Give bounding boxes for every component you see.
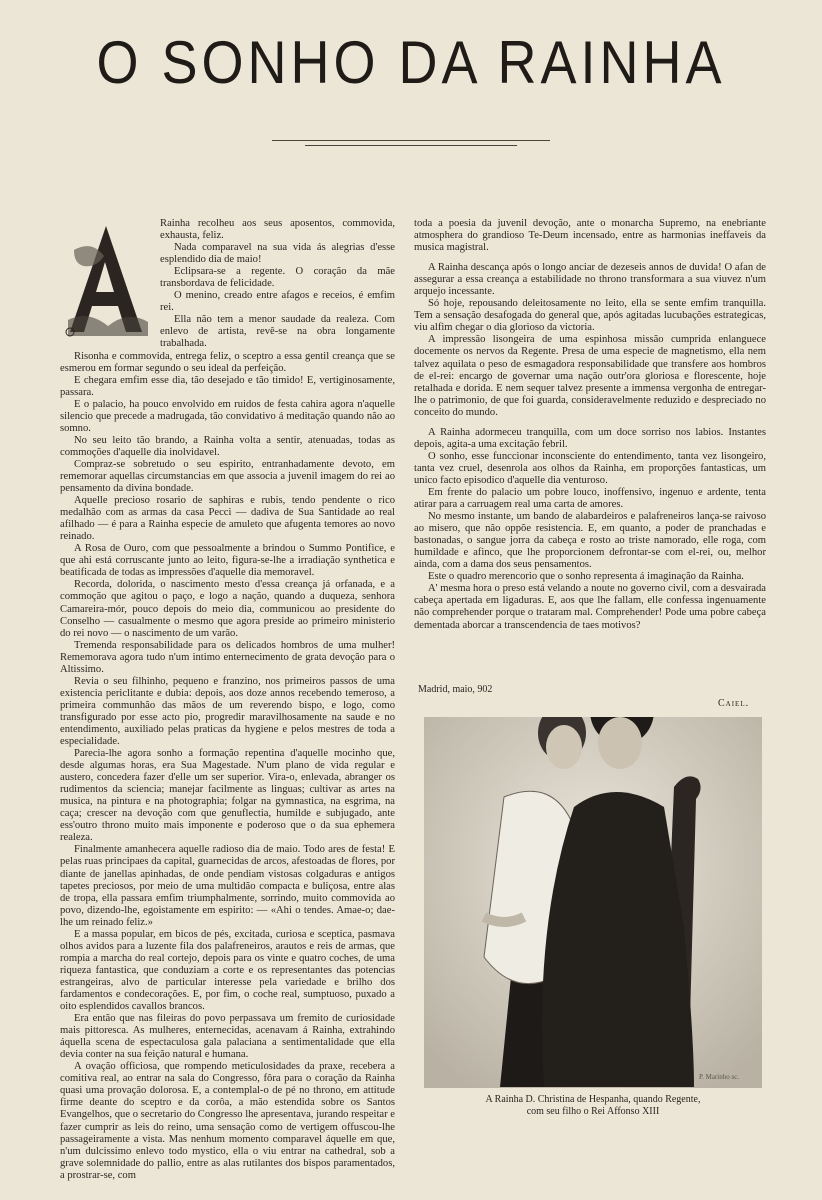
paragraph: No seu leito tão brando, a Rainha volta a sentir, atenuadas, todas as commoções d'aquelle dia inolvidavel.	[60, 434, 395, 458]
paragraph: A' mesma hora o preso está velando a noute no governo civil, com a desvairada cabeça apertada em ligaduras. E, aos que lhe fallam, elle confessa ingenuamente não comprehender porque o trataram mal. Comprehender! Pode uma pobre cabeça dementada aborcar a transcendencia de taes motivos?	[414, 583, 766, 631]
photo-credit: P. Marinho sc.	[699, 1073, 740, 1081]
portrait-photo	[424, 717, 762, 1088]
title-rule-top	[272, 140, 550, 141]
paragraph: Só hoje, repousando deleitosamente no leito, ella se sente emfim tranquilla. Tem a sensação desafogada do general que, após agitadas lucubações estrategicas, viu alfim chegar o dia glorioso da victoria.	[414, 298, 766, 334]
article-title: O SONHO DA RAINHA	[96, 29, 726, 97]
caption-line: A Rainha D. Christina de Hespanha, quando Regente,	[485, 1094, 701, 1105]
paragraph: Compraz-se sobretudo o seu espirito, entranhadamente devoto, em rememorar aquellas circumstancias em que associa a juvenil imagem do rei ao pensamento da divina bondade.	[60, 458, 395, 495]
paragraph: toda a poesia da juvenil devoção, ante o monarcha Supremo, na enebriante atmosphera do grandioso Te-Deum incensado, entre as harmonias ineffaveis da musica magistral.	[414, 218, 766, 254]
paragraph: O sonho, esse funccionar inconsciente do entendimento, tanta vez lisongeiro, tanta vez cruel, desenrola aos olhos da Rainha, em proporções fantasticas, um unico facto episodico d'aquelle dia venturoso.	[414, 450, 766, 486]
paragraph: Risonha e commovida, entrega feliz, o sceptro a essa gentil creança que se esmerou em formar segundo o seu ideal da perfeição.	[60, 350, 395, 374]
paragraph: E a massa popular, em bicos de pés, excitada, curiosa e sceptica, pasmava olhos avidos para a luzente fila dos palafreneiros, arautos e reis de armas, que rompia a marcha do real cortejo, depois para os vinte e quatro coches, de uma riqueza fantastica, que conduziam a corte e os representantes das potencias estrangeiras, alvo de particular interesse pela variedade e brilho dos fardamentos e condecorações. E, por fim, o coche real, sumptuoso, puxado a oito esplendidos cavallos brancos.	[60, 928, 395, 1013]
paragraph: Finalmente amanhecera aquelle radioso dia de maio. Todo ares de festa! E pelas ruas principaes da capital, guarnecidas de arcos, afestoadas de flores, por diante de janellas apinhadas, de onde pendiam vistosas colgaduras e antigos tapetes preciosos, por meio de uma multidão compacta e buliçosa, entre alas de tropa, ella passara emfim triumphalmente, sorrindo, muito commovida ao povo, dizendo-lhe, egoistamente em espirito: — «Ahi o tendes. Amae-o; dae-lhe um reinado feliz.»	[60, 844, 395, 928]
paragraph: Nada comparavel na sua vida ás alegrias d'esse esplendido dia de maio!	[160, 242, 395, 266]
portrait-engraving	[424, 717, 762, 1088]
paragraph: Rainha recolheu aos seus aposentos, commovida, exhausta, feliz.	[160, 218, 395, 242]
paragraph: O menino, creado entre afagos e receios, é emfim rei.	[160, 290, 395, 314]
paragraph: Em frente do palacio um pobre louco, inoffensivo, ingenuo e ardente, tenta atirar para a carruagem real uma carta de amores.	[414, 486, 766, 511]
paragraph: A Rainha adormeceu tranquilla, com um doce sorriso nos labios. Instantes depois, agita-a uma excitação febril.	[414, 426, 766, 450]
signature-author: Caiel.	[718, 698, 750, 709]
paragraph: Tremenda responsabilidade para os delicados hombros de uma mulher! Rememorava agora tudo n'um intimo enternecimento de grata devoção para o Altissimo.	[60, 639, 395, 675]
left-column	[60, 218, 395, 1182]
photo-caption	[424, 1094, 762, 1118]
paragraph: Este o quadro merencorio que o sonho representa á imaginação da Rainha.	[428, 571, 744, 583]
paragraph: Eclipsara-se a regente. O coração da mãe transbordava de felicidade.	[160, 266, 395, 290]
paragraph: Ella não tem a menor saudade da realeza. Com enlevo de artista, revê-se na obra longamente trabalhada.	[160, 314, 395, 350]
right-column	[414, 218, 766, 632]
paragraph: A Rainha descança após o longo anciar de dezeseis annos de duvida! O afan de assegurar a essa creança a estabilidade no throno transformara a sua viuvez n'um arquejo incessante.	[414, 262, 766, 298]
paragraph: A impressão lisongeira de uma espinhosa missão cumprida enlanguece docemente os nervos da Regente. Presa de uma especie de magnetismo, ella nem talvez aquilata o peso de esmagadora responsabilidade que transfere aos hombros de el-rei: encargo de governar uma nação outr'ora gloriosa e florescente, hoje retalhada e dorida. E nem sequer talvez presente a immensa vergonha de entregar-lhe o patrimonio, de que foi guarda, consideravelmente reduzido e despreciado no conceito do mundo.	[414, 334, 766, 418]
paragraph: E o palacio, ha pouco envolvido em ruidos de festa cahira agora n'aquelle silencio que precede a madrugada, tão convidativo á meditação quando não ao somno.	[60, 398, 395, 434]
paragraph: Era então que nas fileiras do povo perpassava um fremito de curiosidade mais pittoresca. As mulheres, enternecidas, acenavam á Rainha, extrahindo áquella scena de espectaculosa gala palaciana a sentimentalidade que ella devia conter na sua feição natural e humana.	[60, 1013, 395, 1061]
paragraph: A ovação officiosa, que rompendo meticulosidades da praxe, recebera a comitiva real, ao entrar na sala do Congresso, fôra para o coração da Rainha quasi uma provação dolorosa. E, a contemplal-o de pé no throno, em attitude firme deante do sceptro e da corôa, a mão estendida sobre os Santos Evangelhos, que o secretario do Congresso lhe apresentava, jurando respeitar e fazer cumprir as leis do reino, uma sensação como de vertigem offuscou-lhe passageiramente a vista. Mas nenhum momento comparavel áquelle em que, n'um dulcissimo enlevo todo mystico, ella o viu entrar na cathedral, sob a grave solemnidade do pallio, entre as alas rutilantes dos bispos paramentados, a prostrar-se, com	[60, 1061, 395, 1181]
paragraph: Recorda, dolorida, o nascimento mesto d'essa creança já orfanada, e a commoção que agitou o paço, e logo a nação, quando a duqueza, senhora Camareira-mór, pouco depois do meio dia, communicou ao presidente do Conselho — casualmente o mesmo que agora preside ao primeiro ministerio do rei novo — o nascimento de um varão.	[60, 579, 395, 639]
paragraph: Aquelle precioso rosario de saphiras e rubis, tendo pendente o rico medalhão com as armas da casa Pecci — dadiva de Sua Santidade ao real afilhado — é para a Rainha especie de amuleto que afugenta temores ao novo reinado.	[60, 495, 395, 543]
paragraph: Revia o seu filhinho, pequeno e franzino, nos primeiros passos de uma existencia periclitante e dubia: depois, aos doze annos recebendo temeroso, a primeira communhão das mãos de um reverendo bispo, e logo, como transfigurado por esse acto pio, progredir maravilhosamente na saude e no entendimento, auxiliado pelas praticas da hygiene e pelos mestres de toda a especialidade.	[60, 675, 395, 748]
caption-line: com seu filho o Rei Affonso XIII	[526, 1106, 660, 1117]
paragraph: Parecia-lhe agora sonho a formação repentina d'aquelle mocinho que, desde algumas horas, era Sua Magestade. N'um plano de vida regular e austero, concedera fazer d'elle um ser superior. Vira-o, enlevada, abranger os rudimentos da sciencia; manejar facilmente as linguas; cultivar as artes na musica, na pintura e na photographia; folgar na gymnastica, na esgrima, na caça; crescer na devoção com que genuflectia, humilde e subjugado, ante ess'outro throno muito mais imponente e poderoso que o da sua ephemera realeza.	[60, 748, 395, 844]
title-rule-bottom	[305, 145, 517, 146]
drop-cap-illustration	[60, 220, 152, 340]
signature-place: Madrid, maio, 902	[418, 684, 493, 695]
paragraph: No mesmo instante, um bando de alabardeiros e palafreneiros lança-se raivoso ao misero, que não oppõe resistencia. E, em quanto, a poder de pranchadas e bastonadas, o sangue jorra da cabeça e rosto ao triste namorado, elle roga, com humildade e afinco, que lhe proporcionem defrontar-se com el-rei, ou, melhor ainda, com a dama dos seus pensamentos.	[414, 511, 766, 571]
paragraph: A Rosa de Ouro, com que pessoalmente a brindou o Summo Pontifice, e que ahi está corruscante junto ao leito, figura-se-lhe a irradiação synthetica e beatificada de todas as impressões d'aquelle dia memoravel.	[60, 543, 395, 579]
paragraph: E chegara emfim esse dia, tão desejado e tão timido! E, vertiginosamente, passara.	[60, 374, 395, 398]
